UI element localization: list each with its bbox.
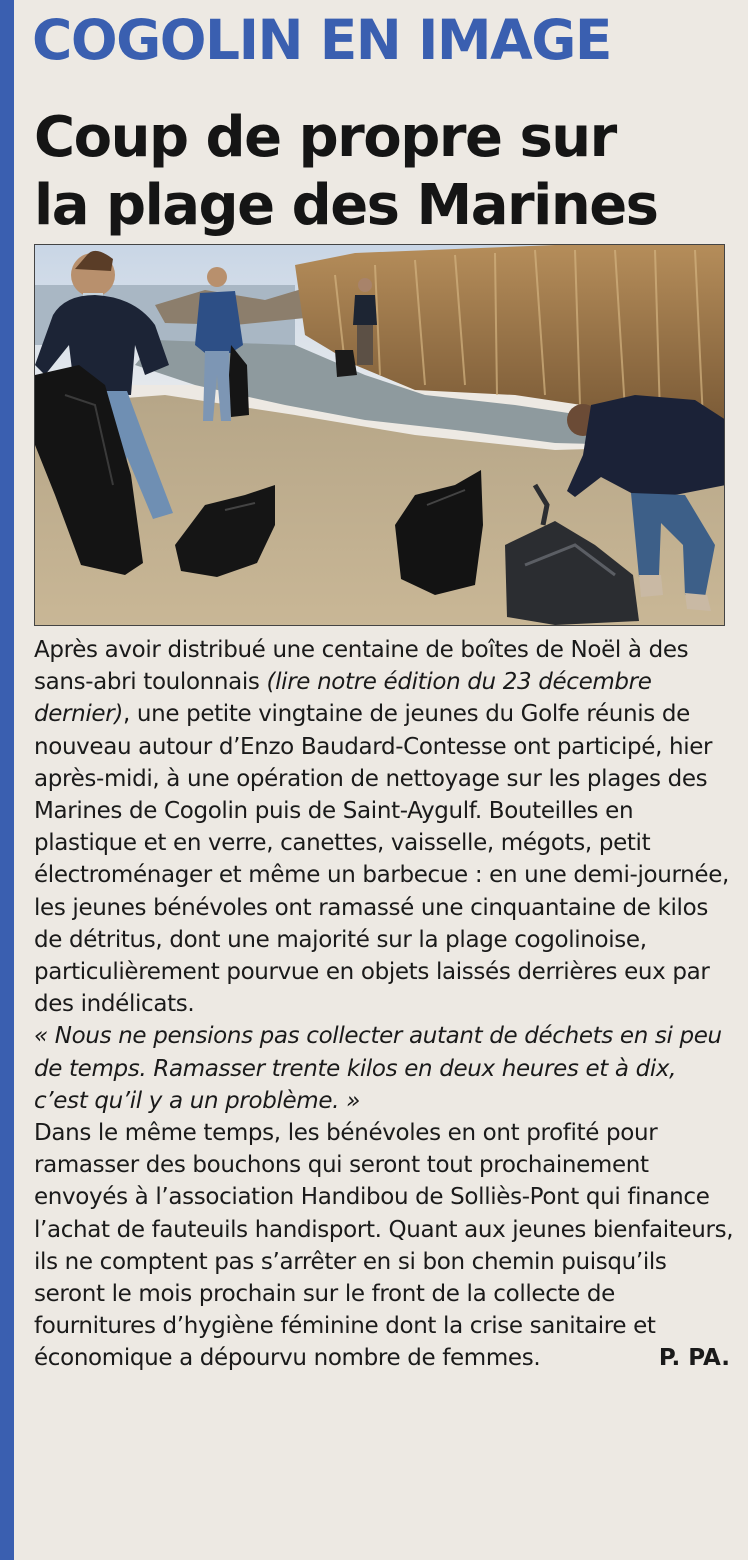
headline-line-1: Coup de propre sur [34,105,616,170]
article-paragraph-2 [34,1117,734,1375]
paragraph-1-main: , une petite vingtaine de jeunes du Golfe réunis de nouveau autour d’Enzo Baudard-Contesse ont participé, hier après-midi, à une opération de nettoyage sur les plages des Marines de Cogolin puis de Saint-Aygulf. Bouteilles en plastique et en verre, canettes, vaisselle, mégots, petit électroménager et même un barbecue : en une demi-journée, les jeunes bénévoles ont ramassé une cinquantaine de kilos de détritus, dont une majorité sur la plage cogolinoise, particulièrement pourvue en objets laissés derrières eux par des indélicats. [34,701,729,1018]
headline-line-2: la plage des Marines [34,173,658,238]
article-headline [34,104,658,240]
section-rubric: COGOLIN EN IMAGE [32,8,611,72]
article-photo [34,244,725,626]
edition-reference: (lire notre édition du 23 décembre dernier) [34,669,652,728]
paragraph-2-text: Dans le même temps, les bénévoles en ont profité pour ramasser des bouchons qui seront tout prochainement envoyés à l’association Handibou de Solliès-Pont qui finance l’achat de fauteuils handisport. Quant aux jeunes bienfaiteurs, ils ne comptent pas s’arrêter en si bon chemin puisqu’ils seront le mois prochain sur le front de la collecte de fournitures d’hygiène féminine dont la crise sanitaire et économique a dépourvu nombre de femmes. [34,1120,734,1372]
left-accent-bar [0,0,14,1560]
article-quote: « Nous ne pensions pas collecter autant de déchets en si peu de temps. Ramasser trente kilos en deux heures et à dix, c’est qu’il y a un problème. » [34,1023,722,1114]
author-byline: P. PA. [658,1345,730,1372]
article-page [14,0,748,1560]
article-paragraph-1 [34,634,734,1020]
article-body [34,634,734,1375]
paragraph-1-intro: Après avoir distribué une centaine de boîtes de Noël à des sans-abri toulonnais [34,637,689,696]
